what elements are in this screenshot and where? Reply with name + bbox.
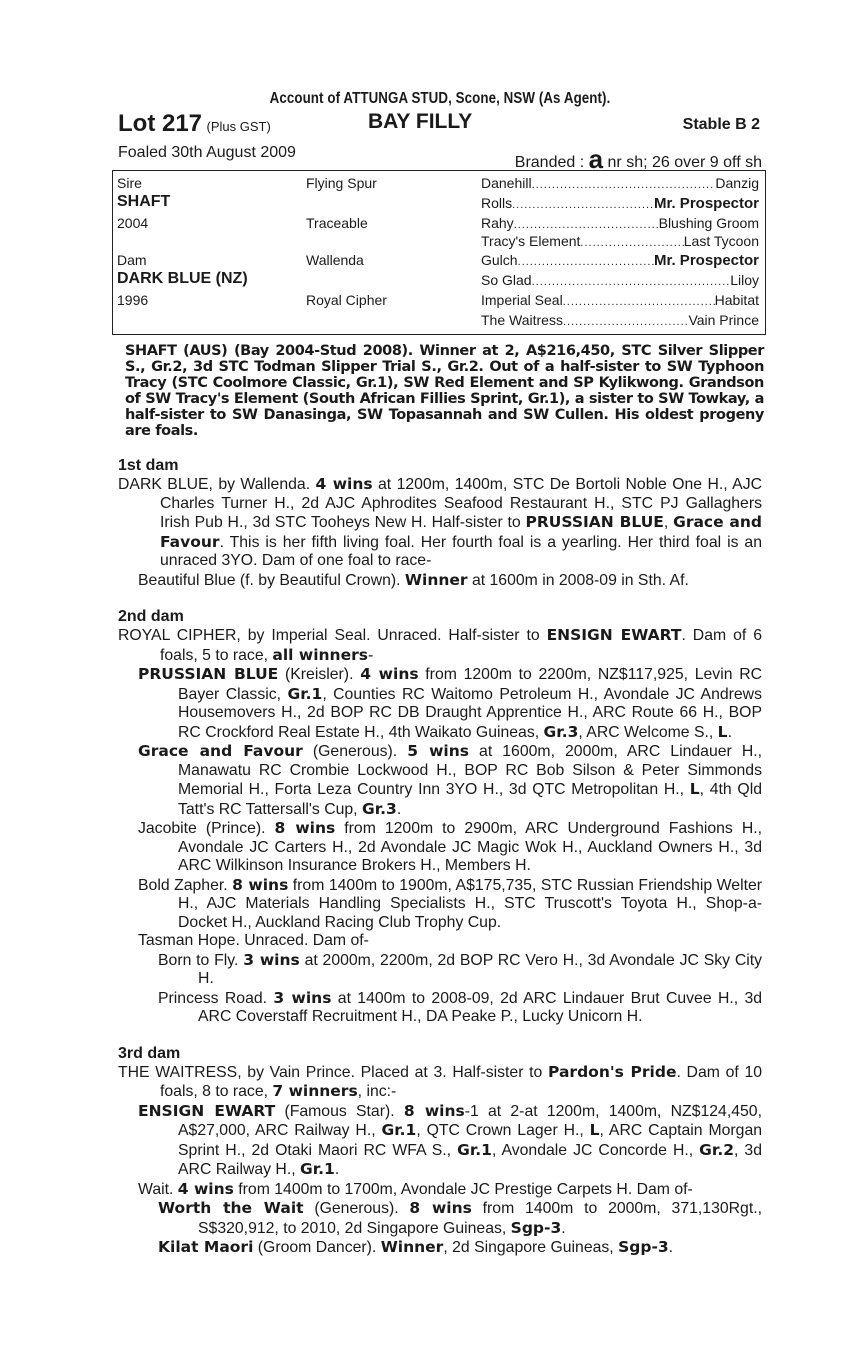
- progeny-entry: Jacobite (Prince). 8 wins from 1200m to 2900m, ARC Underground Fashions H., Avondale JC Carters H., 2d Avondale JC Magic Wok H., Auckland Owners H., 3d ARC Wilkinson Insurance Brokers H., Members H.: [138, 819, 763, 874]
- dam-year: 1996: [117, 292, 149, 308]
- g3-row: [481, 175, 759, 191]
- g3-row: [481, 233, 759, 249]
- progeny-entry: ENSIGN EWART (Famous Star). 8 wins-1 at 2-at 1200m, 1400m, NZ$124,450, A$27,000, ARC Railway H., Gr.1, QTC Crown Lager H., L, ARC Captain Morgan Sprint H., 2d Otaki Maori RC WFA S., Gr.1, Avondale JC Concorde H., Gr.2, 3d ARC Railway H., Gr.1.: [138, 1101, 763, 1178]
- g3-sire: Last Tycoon: [683, 233, 759, 249]
- sire-name: SHAFT: [117, 193, 171, 210]
- dam-sire: Wallenda: [306, 252, 364, 268]
- third-dam-section: [118, 1045, 762, 1258]
- sire-label: Sire: [117, 175, 142, 191]
- catalogue-page: [118, 90, 762, 1258]
- dam-paragraph: ROYAL CIPHER, by Imperial Seal. Unraced. Half-sister to ENSIGN EWART. Dam of 6 foals, 5 to race, all winners-: [118, 626, 762, 664]
- g3-sire: Habitat: [714, 292, 759, 308]
- g3-sire: Mr. Prospector: [653, 252, 759, 269]
- g3-name: Rahy: [481, 215, 514, 231]
- g3-row: [481, 292, 759, 308]
- g3-name: Gulch: [481, 252, 518, 268]
- g3-row: [481, 312, 759, 328]
- sire-year: 2004: [117, 215, 149, 231]
- dam-label: Dam: [117, 252, 147, 268]
- progeny-entry: Grace and Favour (Generous). 5 wins at 1600m, 2000m, ARC Lindauer H., Manawatu RC Crombie Lockwood H., BOP RC Bob Silson & Peter Simmonds Memorial H., Forta Leza Country Inn 3YO H., 3d QTC Metropolitan H., L, 4th Qld Tatt's RC Tattersall's Cup, Gr.3.: [138, 742, 763, 818]
- g3-sire: Vain Prince: [688, 312, 759, 328]
- g3-name: So Glad: [481, 272, 532, 288]
- dam-name: DARK BLUE (NZ): [117, 270, 248, 287]
- vendor-account: Account of ATTUNGA STUD, Scone, NSW (As Agent).: [269, 90, 611, 107]
- g3-sire: Liloy: [730, 272, 759, 288]
- g3-row: [481, 272, 759, 288]
- lot-label: Lot 217: [118, 110, 203, 137]
- g3-sire: Danzig: [715, 175, 759, 191]
- g3-name: Rolls: [481, 195, 513, 211]
- progeny-entry: Born to Fly. 3 wins at 2000m, 2200m, 2d BOP RC Vero H., 3d Avondale JC Sky City H.: [158, 950, 763, 987]
- progeny-entry: Kilat Maori (Groom Dancer). Winner, 2d Singapore Guineas, Sgp-3.: [158, 1238, 674, 1256]
- lot-header: [118, 110, 762, 140]
- branded-suffix: nr sh; 26 over 9 off sh: [607, 154, 762, 171]
- branded-prefix: Branded :: [514, 154, 585, 171]
- progeny-entry: Tasman Hope. Unraced. Dam of-: [138, 932, 369, 949]
- horse-title: BAY FILLY: [368, 110, 473, 133]
- dam-paragraph: THE WAITRESS, by Vain Prince. Placed at 3. Half-sister to Pardon's Pride. Dam of 10 foals, 8 to race, 7 winners, inc:-: [118, 1062, 763, 1100]
- g3-name: Danehill: [481, 175, 532, 191]
- foaling-info: [118, 140, 762, 174]
- progeny-entry: Princess Road. 3 wins at 1400m to 2008-09, 2d ARC Lindauer Brut Cuvee H., 3d ARC Coverstaff Recruitment H., DA Peake P., Lucky Unicorn H.: [158, 988, 763, 1025]
- g3-sire: Mr. Prospector: [653, 195, 759, 212]
- progeny-entry: Worth the Wait (Generous). 8 wins from 1400m to 2000m, 371,130Rgt., S$320,912, to 2010, 2d Singapore Guineas, Sgp-3.: [158, 1199, 762, 1237]
- g3-row: [481, 195, 759, 212]
- sire-dam: Traceable: [306, 215, 368, 231]
- g3-row: [481, 215, 759, 231]
- sire-sire: Flying Spur: [306, 175, 377, 191]
- lot-number: [118, 110, 271, 138]
- g3-name: Imperial Seal: [481, 292, 563, 308]
- second-dam-section: [118, 608, 762, 1027]
- g3-row: [481, 252, 759, 269]
- g3-name: Tracy's Element: [481, 233, 581, 249]
- stable-location: Stable B 2: [682, 116, 760, 133]
- third-dam-heading: 3rd dam: [118, 1044, 181, 1062]
- progeny-entry: Bold Zapher. 8 wins from 1400m to 1900m, A$175,735, STC Russian Friendship Welter H., AJC Materials Handling Specialists H., STC Truscott's Toyota H., Shop-a-Docket H., Auckland Racing Club Trophy Cup.: [138, 875, 763, 931]
- dam-dam: Royal Cipher: [306, 292, 387, 308]
- gst-note: (Plus GST): [206, 119, 271, 134]
- first-dam-heading: 1st dam: [118, 457, 179, 474]
- dam-paragraph: DARK BLUE, by Wallenda. 4 wins at 1200m, 1400m, STC De Bortoli Noble One H., AJC Charles Turner H., 2d AJC Aphrodites Seafood Restaurant H., STC PJ Gallaghers Irish Pub H., 3d STC Tooheys New H. Half-sister to PRUSSIAN BLUE, Grace and Favour. This is her fifth living foal. Her fourth foal is a yearling. Her third foal is an unraced 3YO. Dam of one foal to race-: [118, 475, 763, 569]
- second-dam-heading: 2nd dam: [118, 608, 184, 625]
- brand-symbol: a: [588, 144, 604, 174]
- g3-sire: Blushing Groom: [658, 215, 759, 231]
- progeny-entry: PRUSSIAN BLUE (Kreisler). 4 wins from 1200m to 2200m, NZ$117,925, Levin RC Bayer Classic, Gr.1, Counties RC Waitomo Petroleum H., Avondale JC Andrews Housemovers H., 2d BOP RC DB Draught Apprentice H., ARC Route 66 H., BOP RC Crockford Real Estate H., 4th Waikato Guineas, Gr.3, ARC Welcome S., L.: [138, 665, 763, 741]
- progeny-entry: Wait. 4 wins from 1400m to 1700m, Avondale JC Prestige Carpets H. Dam of-: [138, 1179, 693, 1198]
- first-dam-section: [118, 457, 762, 590]
- foaled-date: Foaled 30th August 2009: [118, 144, 296, 161]
- pedigree-table: [112, 170, 766, 335]
- sire-summary: SHAFT (AUS) (Bay 2004-Stud 2008). Winner at 2, A$216,450, STC Silver Slipper S., Gr.2, 3d STC Todman Slipper Trial S., Gr.2. Out of a half-sister to SW Typhoon Tracy (STC Coolmore Classic, Gr.1), SW Red Element and SP Kylikwong. Grandson of SW Tracy's Element (South African Fillies Sprint, Gr.1), a sister to SW Towkay, a half-sister to SW Danasinga, SW Topasannah and SW Cullen. His oldest progeny are foals.: [125, 343, 764, 439]
- progeny-entry: Beautiful Blue (f. by Beautiful Crown). Winner at 1600m in 2008-09 in Sth. Af.: [138, 570, 689, 589]
- g3-name: The Waitress: [481, 312, 563, 328]
